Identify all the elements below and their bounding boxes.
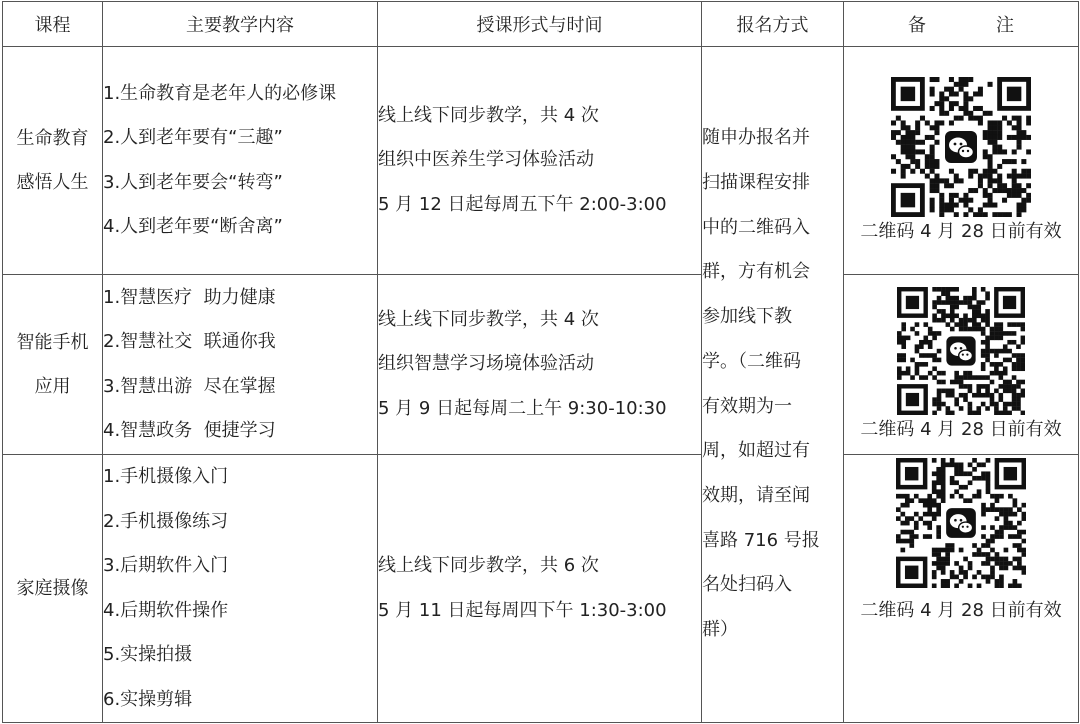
header-signup: 报名方式 (702, 2, 844, 47)
signup-method: 随申办报名并 扫描课程安排 中的二维码入 群，方有机会 参加线下教 学。（二维码 有效期为一 周，如超过有 效期，请至闻 喜路 716 号报 名处扫码入 群） (702, 47, 844, 723)
content-item: 4.智慧政务 便捷学习 (103, 420, 276, 441)
course-note (844, 47, 1079, 275)
course-note (844, 275, 1079, 455)
course-note (844, 455, 1079, 723)
header-note-char-1: 备 (908, 15, 926, 36)
content-item: 3.人到老年要会“转弯” (103, 171, 283, 193)
course-row-home-video (3, 455, 1079, 723)
header-row (3, 2, 1079, 47)
content-item: 1.生命教育是老年人的必修课 (103, 82, 337, 104)
course-schedule-table (2, 1, 1079, 723)
content-item: 2.手机摄像练习 (103, 510, 229, 532)
content-item: 4.人到老年要“断舍离” (103, 216, 283, 237)
format-line: 5 月 11 日起每周四下午 1:30-3:00 (378, 599, 667, 621)
course-format (378, 455, 702, 723)
course-content (103, 47, 378, 275)
content-item: 2.智慧社交 联通你我 (103, 331, 276, 352)
content-item: 1.智慧医疗 助力健康 (103, 286, 276, 308)
format-line: 5 月 12 日起每周五下午 2:00-3:00 (378, 193, 667, 215)
course-content (103, 275, 378, 455)
format-line: 组织中医养生学习体验活动 (378, 149, 594, 171)
content-item: 4.后期软件操作 (103, 599, 229, 621)
content-item: 5.实操拍摄 (103, 644, 193, 665)
qr-validity: 二维码 4 月 28 日前有效 (860, 418, 1062, 440)
wechat-qr-code-icon[interactable] (891, 77, 1031, 217)
format-line: 5 月 9 日起每周二上午 9:30-10:30 (378, 397, 667, 419)
format-line: 线上线下同步教学，共 6 次 (378, 555, 599, 576)
content-item: 3.后期软件入门 (103, 555, 229, 576)
format-line: 组织智慧学习场境体验活动 (378, 353, 594, 375)
content-item: 3.智慧出游 尽在掌握 (103, 375, 276, 397)
format-line: 线上线下同步教学，共 4 次 (378, 104, 599, 126)
format-line: 线上线下同步教学，共 4 次 (378, 308, 599, 330)
course-name: 生命教育 感悟人生 (3, 47, 103, 275)
qr-validity: 二维码 4 月 28 日前有效 (860, 220, 1062, 242)
content-item: 6.实操剪辑 (103, 688, 193, 710)
header-format: 授课形式与时间 (378, 2, 702, 47)
header-course: 课程 (3, 2, 103, 47)
course-name: 智能手机 应用 (3, 275, 103, 455)
course-format (378, 275, 702, 455)
course-format (378, 47, 702, 275)
content-item: 2.人到老年要有“三趣” (103, 127, 283, 148)
wechat-qr-code-icon[interactable] (896, 458, 1026, 588)
header-note (844, 2, 1079, 47)
course-row-life-education (3, 47, 1079, 275)
header-content: 主要教学内容 (103, 2, 378, 47)
content-item: 1.手机摄像入门 (103, 466, 229, 487)
course-name: 家庭摄像 (3, 455, 103, 723)
course-content (103, 455, 378, 723)
wechat-qr-code-icon[interactable] (897, 287, 1025, 415)
qr-validity: 二维码 4 月 28 日前有效 (860, 600, 1062, 621)
course-row-smartphone (3, 275, 1079, 455)
header-note-char-2: 注 (996, 15, 1014, 36)
